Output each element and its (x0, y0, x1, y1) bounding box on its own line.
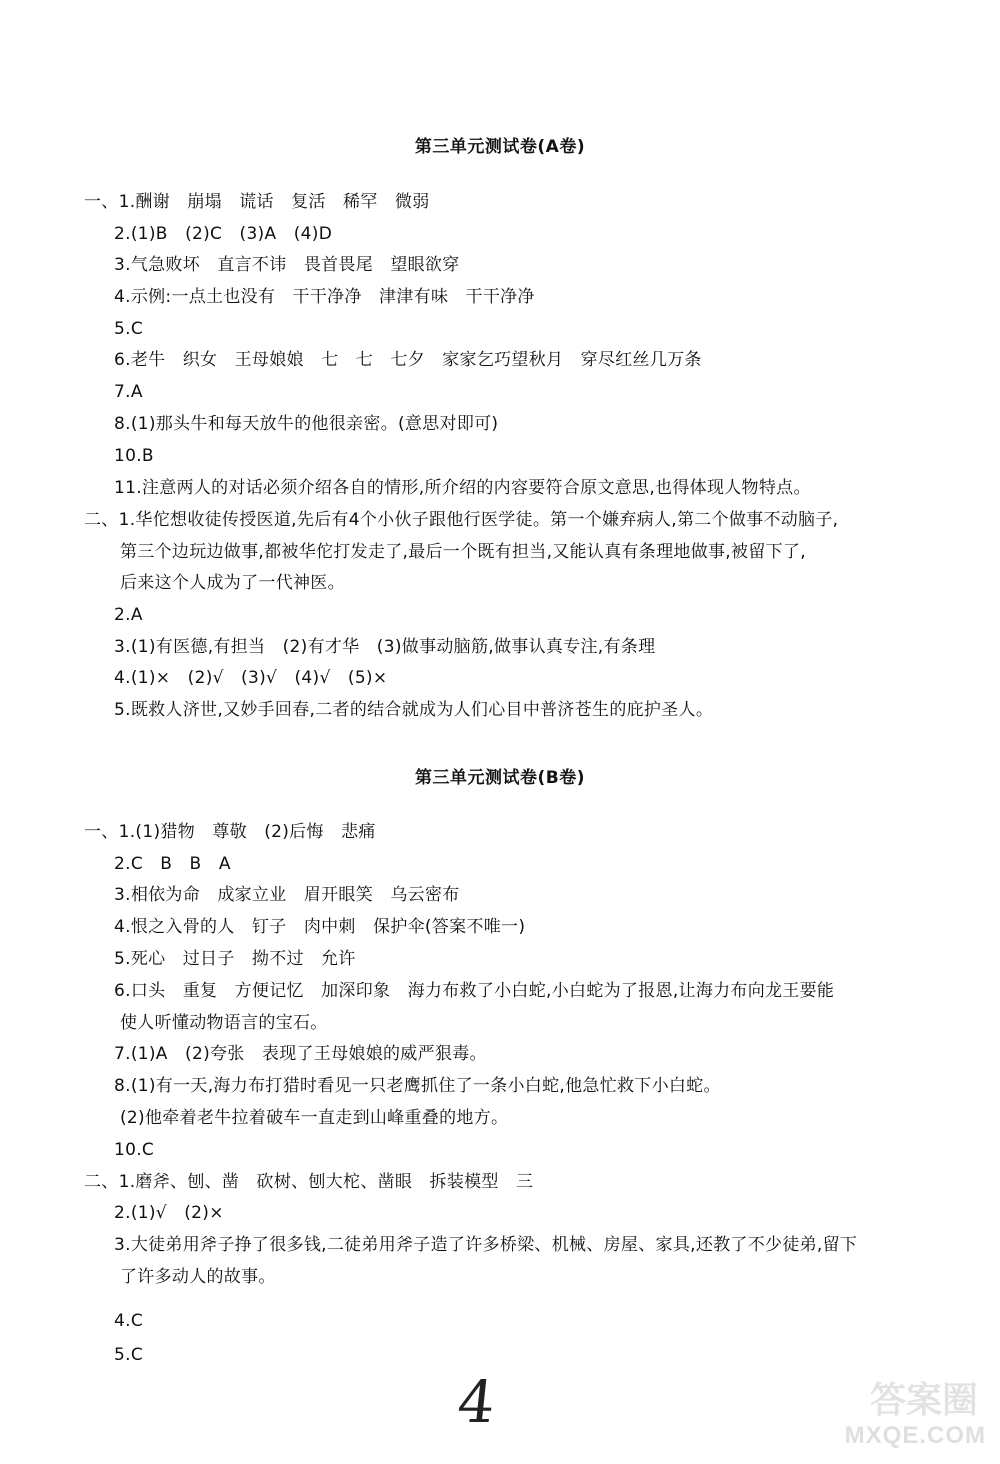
a-line-10: 10.B (114, 446, 154, 466)
b-part2-line-2: 2.(1)√ (2)× (114, 1203, 224, 1223)
a-line-8: 8.(1)那头牛和每天放牛的他很亲密。(意思对即可) (114, 414, 499, 434)
b-part2-line-4: 4.C (114, 1311, 143, 1331)
b-line-8: 8.(1)有一天,海力布打猎时看见一只老鹰抓住了一条小白蛇,他急忙救下小白蛇。 (114, 1076, 721, 1096)
a-line-7: 7.A (114, 382, 143, 402)
b-part2-line-3b: 了许多动人的故事。 (120, 1267, 276, 1287)
a-line-1: 一、1.酬谢 崩塌 谎话 复活 稀罕 微弱 (84, 192, 430, 212)
b-line-8b: (2)他牵着老牛拉着破车一直走到山峰重叠的地方。 (120, 1108, 509, 1128)
a-part2-line-1c: 后来这个人成为了一代神医。 (120, 573, 345, 593)
a-line-5: 5.C (114, 319, 143, 339)
b-line-1: 一、1.(1)猎物 尊敬 (2)后悔 悲痛 (84, 822, 376, 842)
b-line-4: 4.恨之入骨的人 钉子 肉中刺 保护伞(答案不唯一) (114, 917, 526, 937)
a-line-4: 4.示例:一点土也没有 干干净净 津津有味 干干净净 (114, 287, 535, 307)
a-part2-line-1b: 第三个边玩边做事,都被华佗打发走了,最后一个既有担当,又能认真有条理地做事,被留下了, (120, 542, 806, 562)
watermark-logo-text: 答案圈 (869, 1380, 978, 1421)
b-line-10: 10.C (114, 1140, 155, 1160)
b-line-6b: 使人听懂动物语言的宝石。 (120, 1013, 328, 1033)
b-part2-line-3: 3.大徒弟用斧子挣了很多钱,二徒弟用斧子造了许多桥梁、机械、房屋、家具,还教了不少徒弟,留下 (114, 1235, 858, 1255)
b-line-2: 2.C B B A (114, 854, 231, 874)
handwritten-page-number: 4 (454, 1368, 499, 1436)
a-part2-line-5: 5.既救人济世,又妙手回春,二者的结合就成为人们心目中普济苍生的庇护圣人。 (114, 700, 714, 720)
b-part2-line-5: 5.C (114, 1345, 143, 1365)
a-line-6: 6.老牛 织女 王母娘娘 七 七 七夕 家家乞巧望秋月 穿尽红丝几万条 (114, 350, 702, 370)
a-part2-line-4: 4.(1)× (2)√ (3)√ (4)√ (5)× (114, 668, 388, 688)
b-line-6: 6.口头 重复 方便记忆 加深印象 海力布救了小白蛇,小白蛇为了报恩,让海力布向龙王要能 (114, 981, 835, 1001)
a-part2-line-3: 3.(1)有医德,有担当 (2)有才华 (3)做事动脑筋,做事认真专注,有条理 (114, 637, 656, 657)
a-part2-line-2: 2.A (114, 605, 143, 625)
b-line-5: 5.死心 过日子 拗不过 允许 (114, 949, 356, 969)
section-a-title: 第三单元测试卷(A卷) (414, 137, 586, 157)
a-part2-line-1: 二、1.华佗想收徒传授医道,先后有4个小伙子跟他行医学徒。第一个嫌弃病人,第二个做事不动脑子, (84, 510, 839, 530)
a-line-11: 11.注意两人的对话必须介绍各自的情形,所介绍的内容要符合原文意思,也得体现人物特点。 (114, 478, 811, 498)
b-part2-line-1: 二、1.磨斧、刨、凿 砍树、刨大柁、凿眼 拆装模型 三 (84, 1172, 534, 1192)
b-line-3: 3.相依为命 成家立业 眉开眼笑 乌云密布 (114, 885, 460, 905)
section-b-title: 第三单元测试卷(B卷) (415, 768, 585, 788)
watermark-url: MXQE.COM (844, 1422, 986, 1449)
a-line-2: 2.(1)B (2)C (3)A (4)D (114, 224, 333, 244)
b-line-7: 7.(1)A (2)夸张 表现了王母娘娘的威严狠毒。 (114, 1044, 487, 1064)
a-line-3: 3.气急败坏 直言不讳 畏首畏尾 望眼欲穿 (114, 255, 460, 275)
site-watermark (836, 1372, 986, 1450)
